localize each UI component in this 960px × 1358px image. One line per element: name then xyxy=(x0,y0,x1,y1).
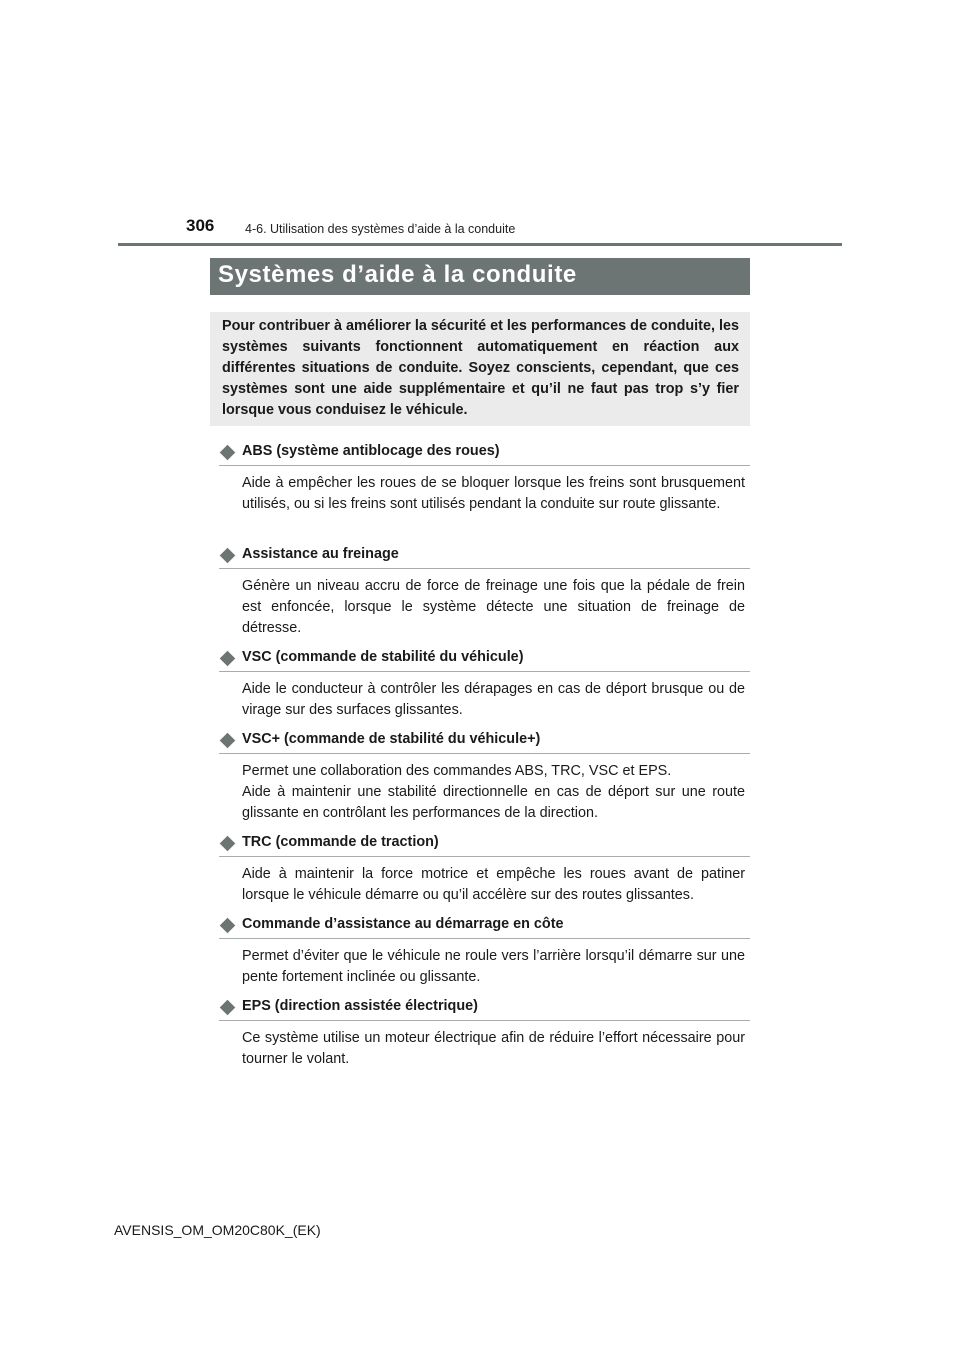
feature-heading xyxy=(219,545,750,569)
feature-heading xyxy=(219,730,750,754)
section-title-bar xyxy=(210,258,750,295)
breadcrumb: 4-6. Utilisation des systèmes d’aide à la conduite xyxy=(245,222,516,236)
feature-heading xyxy=(219,915,750,939)
diamond-bullet-icon xyxy=(220,548,236,564)
feature-title: ABS (système antiblocage des roues) xyxy=(242,443,500,459)
feature-heading xyxy=(219,833,750,857)
feature-vsc-plus xyxy=(219,730,750,833)
feature-description-line: Permet une collaboration des commandes ABS, TRC, VSC et EPS. xyxy=(242,763,672,779)
page-number: 306 xyxy=(186,216,215,235)
feature-title: Assistance au freinage xyxy=(242,546,399,562)
feature-hill-start-assist xyxy=(219,915,750,997)
diamond-bullet-icon xyxy=(220,836,236,852)
feature-description xyxy=(219,754,750,824)
feature-description: Aide à maintenir la force motrice et empêche les roues avant de patiner lorsque le véhicule démarre ou qu’il accélère sur des routes glissantes. xyxy=(242,866,745,903)
feature-description: Ce système utilise un moteur électrique afin de réduire l’effort nécessaire pour tourner le volant. xyxy=(242,1030,745,1067)
feature-description: Aide le conducteur à contrôler les dérapages en cas de déport brusque ou de virage sur des surfaces glissantes. xyxy=(242,681,745,718)
feature-description: Aide à empêcher les roues de se bloquer lorsque les freins sont brusquement utilisés, ou si les freins sont utilisés pendant la conduite sur route glissante. xyxy=(242,475,745,512)
diamond-bullet-icon xyxy=(220,651,236,667)
feature-title: VSC (commande de stabilité du véhicule) xyxy=(242,649,524,665)
feature-heading xyxy=(219,997,750,1021)
document-code: AVENSIS_OM_OM20C80K_(EK) xyxy=(114,1222,321,1238)
feature-vsc xyxy=(219,648,750,730)
feature-abs xyxy=(219,442,750,545)
diamond-bullet-icon xyxy=(220,445,236,461)
feature-brake-assist xyxy=(219,545,750,648)
feature-list xyxy=(219,442,750,1079)
intro-box xyxy=(210,312,750,426)
feature-description: Permet d’éviter que le véhicule ne roule vers l’arrière lorsqu’il démarre sur une pente fortement inclinée ou glissante. xyxy=(242,948,745,985)
intro-text: Pour contribuer à améliorer la sécurité et les performances de conduite, les systèmes suivants fonctionnent automatiquement en réaction aux différentes situations de conduite. Soyez conscients, cependant, que ces systèmes sont une aide supplémentaire et qu’il ne faut pas trop s’y fier lorsque vous conduisez le véhicule. xyxy=(222,318,739,418)
feature-title: TRC (commande de traction) xyxy=(242,834,439,850)
feature-title: EPS (direction assistée électrique) xyxy=(242,998,478,1014)
diamond-bullet-icon xyxy=(220,733,236,749)
feature-title: Commande d’assistance au démarrage en côte xyxy=(242,916,564,932)
feature-description: Génère un niveau accru de force de freinage une fois que la pédale de frein est enfoncée, lorsque le système détecte une situation de freinage de détresse. xyxy=(242,578,745,636)
feature-trc xyxy=(219,833,750,915)
feature-heading xyxy=(219,442,750,466)
feature-title: VSC+ (commande de stabilité du véhicule+) xyxy=(242,731,541,747)
header-divider xyxy=(118,243,842,246)
section-title: Systèmes d’aide à la conduite xyxy=(218,261,577,288)
feature-heading xyxy=(219,648,750,672)
feature-description-line: Aide à maintenir une stabilité directionnelle en cas de déport sur une route glissante en contrôlant les performances de la direction. xyxy=(242,784,745,821)
diamond-bullet-icon xyxy=(220,1000,236,1016)
diamond-bullet-icon xyxy=(220,918,236,934)
feature-eps xyxy=(219,997,750,1079)
